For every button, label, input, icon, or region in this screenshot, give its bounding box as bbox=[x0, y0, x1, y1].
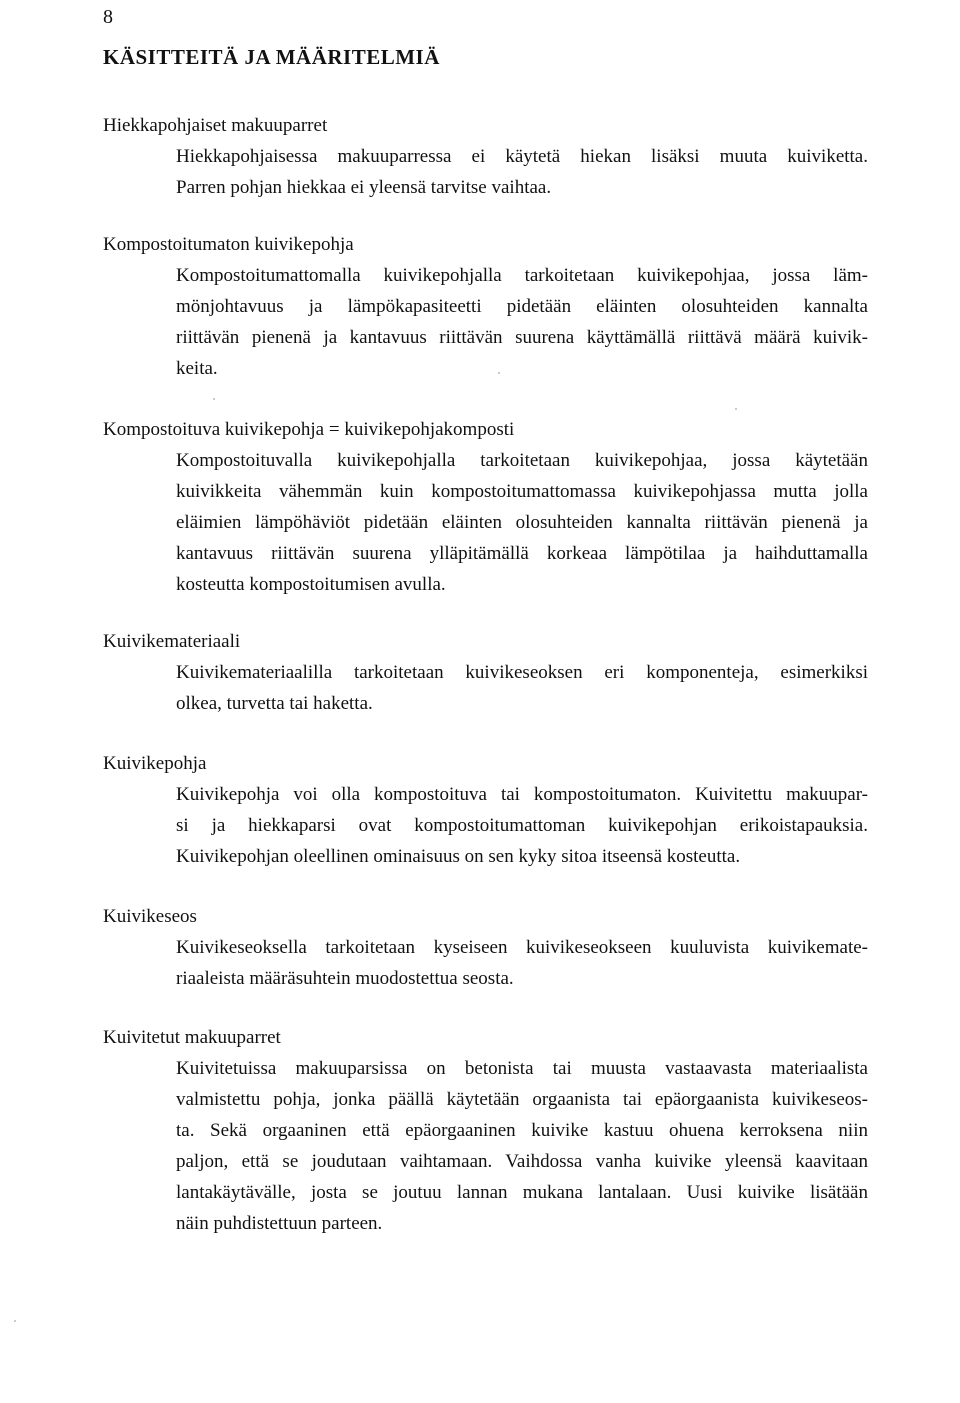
definition-term: Kompostoitumaton kuivikepohja bbox=[103, 234, 354, 255]
definition-text bbox=[176, 1053, 868, 1239]
definition-entry bbox=[103, 110, 868, 203]
scan-speck bbox=[498, 372, 500, 374]
page-number: 8 bbox=[103, 6, 113, 28]
definition-term: Kuivikemateriaali bbox=[103, 631, 241, 652]
definition-entry bbox=[103, 626, 868, 719]
definition-line: keita. bbox=[176, 358, 218, 379]
definition-line: kuivikkeita vähemmän kuin kompostoitumattomassa kuivikepohjassa mutta jolla bbox=[176, 481, 868, 502]
definition-line: Kuivikepohjan oleellinen ominaisuus on sen kyky sitoa itseensä kosteutta. bbox=[176, 846, 741, 867]
definition-term: Kuivikepohja bbox=[103, 753, 207, 774]
definition-line: riaaleista määräsuhtein muodostettua seosta. bbox=[176, 968, 514, 989]
definition-line: Parren pohjan hiekkaa ei yleensä tarvitse vaihtaa. bbox=[176, 177, 552, 198]
definition-line: eläimien lämpöhäviöt pidetään eläinten olosuhteiden kannalta riittävän pienenä ja bbox=[176, 512, 868, 533]
definition-entry bbox=[103, 748, 868, 872]
definition-line: lantakäytävälle, josta se joutuu lannan mukana lantalaan. Uusi kuivike lisätään bbox=[176, 1182, 868, 1203]
definition-line: näin puhdistettuun parteen. bbox=[176, 1213, 383, 1234]
definition-entry bbox=[103, 414, 868, 600]
definition-line: Kuivikeseoksella tarkoitetaan kyseiseen kuivikeseokseen kuuluvista kuivikemate- bbox=[176, 937, 868, 958]
definition-line: Kuivitetuissa makuuparsissa on betonista tai muusta vastaavasta materiaalista bbox=[176, 1058, 868, 1079]
definition-line: paljon, että se joudutaan vaihtamaan. Vaihdossa vanha kuivike yleensä kaavitaan bbox=[176, 1151, 868, 1172]
definition-text bbox=[176, 779, 868, 872]
definition-line: Hiekkapohjaisessa makuuparressa ei käytetä hiekan lisäksi muuta kuiviketta. bbox=[176, 146, 868, 167]
definition-term: Kuivitetut makuuparret bbox=[103, 1027, 281, 1048]
definition-line: si ja hiekkaparsi ovat kompostoitumattoman kuivikepohjan erikoistapauksia. bbox=[176, 815, 868, 836]
definition-line: riittävän pienenä ja kantavuus riittävän suurena käyttämällä riittävä määrä kuivik- bbox=[176, 327, 868, 348]
definition-line: Kuivikepohja voi olla kompostoituva tai kompostoitumaton. Kuivitettu makuupar- bbox=[176, 784, 868, 805]
definition-line: ta. Sekä orgaaninen että epäorgaaninen kuivike kastuu ohuena kerroksena niin bbox=[176, 1120, 868, 1141]
definition-term: Kompostoituva kuivikepohja = kuivikepohjakomposti bbox=[103, 419, 515, 440]
definition-text bbox=[176, 932, 868, 994]
definition-line: Kompostoituvalla kuivikepohjalla tarkoitetaan kuivikepohjaa, jossa käytetään bbox=[176, 450, 868, 471]
scan-speck bbox=[213, 398, 215, 400]
definition-entry bbox=[103, 901, 868, 994]
definition-term: Kuivikeseos bbox=[103, 906, 197, 927]
definition-line: Kompostoitumattomalla kuivikepohjalla tarkoitetaan kuivikepohjaa, jossa läm- bbox=[176, 265, 868, 286]
definition-term: Hiekkapohjaiset makuuparret bbox=[103, 115, 328, 136]
definition-line: kosteutta kompostoitumisen avulla. bbox=[176, 574, 446, 595]
definition-entry bbox=[103, 229, 868, 384]
scan-speck bbox=[14, 1320, 16, 1322]
definition-text bbox=[176, 141, 868, 203]
definition-line: mönjohtavuus ja lämpökapasiteetti pidetään eläinten olosuhteiden kannalta bbox=[176, 296, 868, 317]
definition-text bbox=[176, 445, 868, 600]
definition-text bbox=[176, 657, 868, 719]
definition-line: olkea, turvetta tai haketta. bbox=[176, 693, 373, 714]
page-heading: KÄSITTEITÄ JA MÄÄRITELMIÄ bbox=[103, 45, 440, 69]
definition-line: valmistettu pohja, jonka päällä käytetään orgaanista tai epäorgaanista kuivikeseos- bbox=[176, 1089, 868, 1110]
definition-entry bbox=[103, 1022, 868, 1239]
definition-line: kantavuus riittävän suurena ylläpitämällä korkeaa lämpötilaa ja haihduttamalla bbox=[176, 543, 868, 564]
definition-text bbox=[176, 260, 868, 384]
definition-line: Kuivikemateriaalilla tarkoitetaan kuivikeseoksen eri komponenteja, esimerkiksi bbox=[176, 662, 868, 683]
scan-speck bbox=[735, 408, 737, 410]
